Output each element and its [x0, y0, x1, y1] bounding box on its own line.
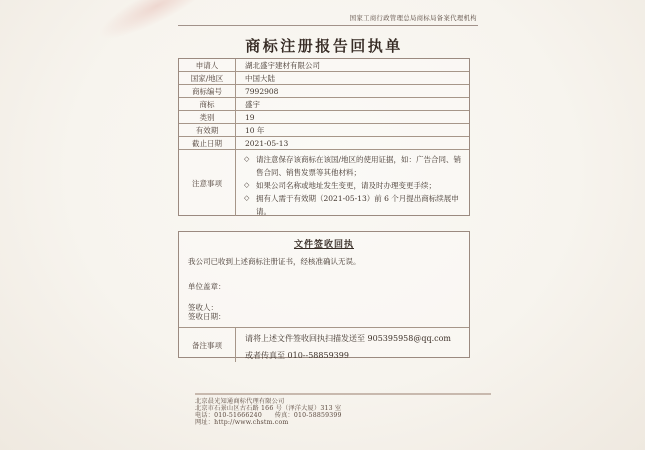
table-row — [179, 85, 469, 98]
note-text: 拥有人需于有效期（2021-05-13）前 6 个月提出商标续展申请。 — [256, 194, 459, 216]
table-row — [179, 137, 469, 150]
row-value: 盛宇 — [245, 99, 260, 109]
table-row — [179, 124, 469, 137]
page-title: 商标注册报告回执单 — [245, 37, 403, 55]
receipt-box — [178, 231, 470, 358]
row-value: 7992908 — [245, 86, 279, 96]
remark-line-1: 请将上述文件签收回执扫描发送至 905395958@qq.com — [245, 334, 452, 343]
row-label: 截止日期 — [179, 137, 236, 149]
remark-line-2: 或者传真至 010--58859399 — [245, 351, 349, 360]
remark-content — [236, 328, 469, 362]
remark-row — [179, 328, 469, 362]
footer-rule — [195, 393, 491, 395]
row-label: 申请人 — [179, 59, 236, 71]
row-label: 有效期 — [179, 124, 236, 136]
row-value: 中国大陆 — [245, 73, 275, 83]
row-label: 国家/地区 — [179, 72, 236, 84]
row-value: 湖北盛宇建材有限公司 — [245, 60, 320, 70]
note-item — [244, 153, 464, 179]
receipt-title: 文件签收回执 — [293, 240, 354, 250]
row-value: 19 — [245, 112, 255, 122]
table-row — [179, 72, 469, 85]
row-label: 商标编号 — [179, 85, 236, 97]
agency-note: 国家工商行政管理总局商标局备案代理机构 — [349, 15, 477, 22]
notes-row — [179, 150, 469, 216]
note-item — [244, 179, 464, 192]
header-rule — [178, 25, 478, 26]
stamp-label: 单位盖章： — [188, 282, 226, 291]
info-table — [178, 58, 470, 216]
notes-list — [236, 150, 469, 216]
table-row — [179, 98, 469, 111]
row-value: 2021-05-13 — [245, 138, 289, 148]
remark-label: 备注事项 — [179, 328, 236, 362]
footer-address: 北京市石景山区古石路 166 号（泽洋大厦）313 室 — [195, 405, 342, 412]
row-value: 10 年 — [245, 125, 265, 135]
table-row — [179, 111, 469, 124]
note-text: 如果公司名称或地址发生变更，请及时办理变更手续； — [256, 181, 436, 190]
signer-block — [188, 303, 226, 321]
diamond-bullet-icon: ◇ — [244, 155, 250, 163]
footer-company: 北京晨光知通商标代理有限公司 — [195, 398, 285, 405]
row-label: 类别 — [179, 111, 236, 123]
table-row — [179, 59, 469, 72]
diamond-bullet-icon: ◇ — [244, 181, 250, 189]
sign-date-label: 签收日期： — [188, 312, 226, 321]
notes-label: 注意事项 — [179, 150, 236, 216]
diamond-bullet-icon: ◇ — [244, 194, 250, 202]
note-text: 请注意保存该商标在该国/地区的使用证据，如：广告合同、销售合同、销售发票等其他材料； — [256, 155, 462, 177]
receipt-confirmation: 我公司已收到上述商标注册证书，经核准确认无误。 — [188, 257, 361, 266]
footer-phone-fax: 电话：010-51666240 传真：010-58859399 — [195, 412, 342, 419]
footer — [195, 393, 491, 426]
footer-website: 网址：http://www.chstm.com — [195, 419, 289, 426]
row-label: 商标 — [179, 98, 236, 110]
receipt-upper-section — [179, 237, 469, 328]
signer-label: 签收人： — [188, 303, 218, 312]
note-item — [244, 192, 464, 218]
